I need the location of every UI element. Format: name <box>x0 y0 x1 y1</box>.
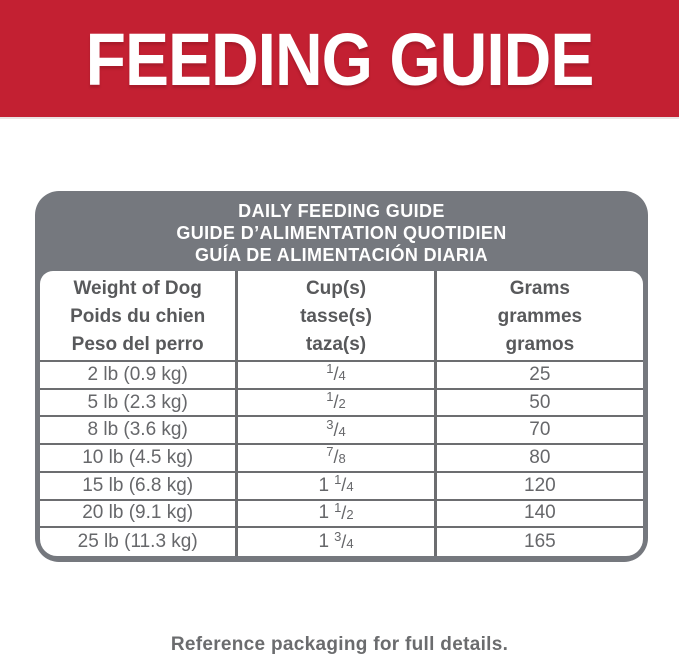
column-header-line: Peso del perro <box>71 333 204 355</box>
cups-value: 1 3 / 4 <box>238 528 436 556</box>
column-header-line: gramos <box>505 333 575 355</box>
column-header-line: Grams <box>509 277 570 299</box>
panel-heading-line-fr: GUIDE D’ALIMENTATION QUOTIDIEN <box>176 223 507 243</box>
page-title: FEEDING GUIDE <box>85 17 594 100</box>
grams-value: 165 <box>524 531 556 553</box>
weight-value: 10 lb (4.5 kg) <box>40 445 238 473</box>
column-header-line: Weight of Dog <box>73 277 202 299</box>
cups-value: 1 1 / 2 <box>238 501 436 529</box>
grams-value: 50 <box>437 390 643 418</box>
column-header-weight <box>40 271 238 362</box>
column-header-line: Cup(s) <box>305 277 367 299</box>
weight-value: 5 lb (2.3 kg) <box>40 390 238 418</box>
weight-value: 25 lb (11.3 kg) <box>40 528 238 556</box>
grams-value: 120 <box>437 473 643 501</box>
column-header-line: grammes <box>497 305 583 327</box>
feeding-guide-banner <box>0 0 679 117</box>
cups-value: 7 / 8 <box>238 445 436 473</box>
column-header-line: taza(s) <box>305 333 367 355</box>
cups-value: 1 1 / 4 <box>238 473 436 501</box>
panel-heading <box>35 200 648 266</box>
column-header-line: tasse(s) <box>300 305 372 327</box>
daily-feeding-guide-panel <box>35 191 648 562</box>
grams-value: 140 <box>437 501 643 529</box>
weight-value: 15 lb (6.8 kg) <box>40 473 238 501</box>
panel-heading-line-es: GUÍA DE ALIMENTACIÓN DIARIA <box>194 245 489 265</box>
cups-value: 3 / 4 <box>238 417 436 445</box>
cups-value: 1 / 4 <box>238 362 436 390</box>
weight-value: 20 lb (9.1 kg) <box>40 501 238 529</box>
column-header-line: Poids du chien <box>70 305 206 327</box>
column-header-cups <box>238 271 436 362</box>
panel-heading-line-en: DAILY FEEDING GUIDE <box>238 201 445 221</box>
grams-value: 70 <box>437 417 643 445</box>
footer-note: Reference packaging for full details. <box>170 634 509 655</box>
grams-value: 80 <box>437 445 643 473</box>
weight-value: 8 lb (3.6 kg) <box>40 417 238 445</box>
feeding-table <box>40 271 643 556</box>
weight-value: 2 lb (0.9 kg) <box>40 362 238 390</box>
column-header-grams <box>437 271 643 362</box>
cups-value: 1 / 2 <box>238 390 436 418</box>
grams-value: 25 <box>437 362 643 390</box>
